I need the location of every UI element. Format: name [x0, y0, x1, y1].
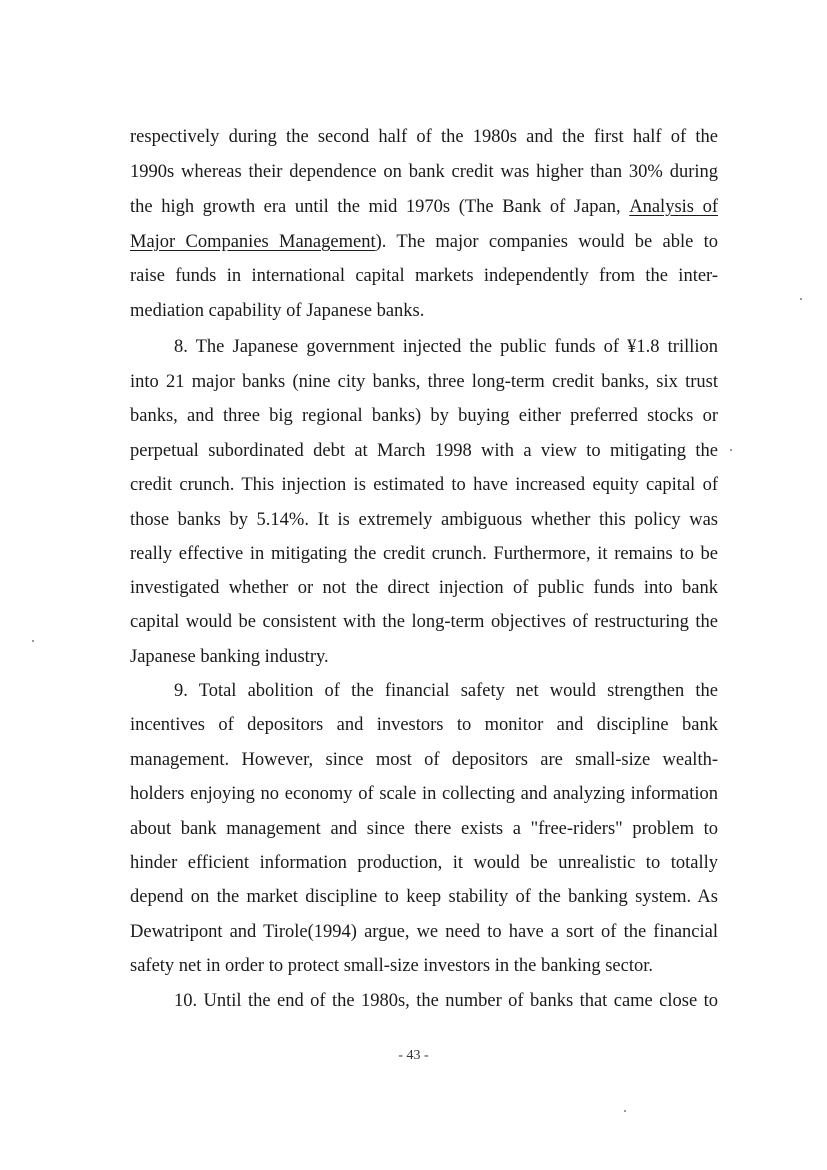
scan-speck	[32, 640, 34, 642]
paragraph-start-line: 8. The Japanese government injected the public funds of ¥1.8 trillion	[174, 337, 718, 357]
underlined-title: Major Companies Management	[130, 232, 376, 252]
text-line: really effective in mitigating the credit crunch. Furthermore, it remains to be	[130, 544, 718, 564]
page-number: - 43 -	[398, 1048, 429, 1063]
text-line: about bank management and since there exists a "free-riders" problem to	[130, 819, 718, 839]
text-line	[130, 230, 718, 254]
text-line: those banks by 5.14%. It is extremely ambiguous whether this policy was	[130, 510, 718, 530]
text-line: into 21 major banks (nine city banks, three long-term credit banks, six trust	[130, 372, 718, 392]
scan-speck	[800, 298, 802, 300]
text-segment: ). The major companies would be able to	[375, 232, 718, 252]
text-line: raise funds in international capital markets independently from the inter-	[130, 266, 718, 286]
text-line	[130, 195, 718, 219]
text-line: holders enjoying no economy of scale in collecting and analyzing information	[130, 784, 718, 804]
scan-speck	[624, 1110, 626, 1112]
text-line: Japanese banking industry.	[130, 647, 329, 667]
underlined-title: Analysis of	[629, 197, 718, 217]
text-line: hinder efficient information production, it would be unrealistic to totally	[130, 853, 718, 873]
paragraph-start-line: 10. Until the end of the 1980s, the number of banks that came close to	[174, 991, 718, 1011]
text-line: incentives of depositors and investors to monitor and discipline bank	[130, 715, 718, 735]
text-line: depend on the market discipline to keep stability of the banking system. As	[130, 887, 718, 907]
text-line: management. However, since most of depositors are small-size wealth-	[130, 750, 718, 770]
paragraph-start-line: 9. Total abolition of the financial safety net would strengthen the	[174, 681, 718, 701]
scan-speck	[730, 449, 732, 451]
text-line: safety net in order to protect small-size investors in the banking sector.	[130, 956, 653, 976]
text-line: 1990s whereas their dependence on bank credit was higher than 30% during	[130, 162, 718, 182]
text-line: investigated whether or not the direct injection of public funds into bank	[130, 578, 718, 598]
text-line: banks, and three big regional banks) by buying either preferred stocks or	[130, 406, 718, 426]
text-line: respectively during the second half of the 1980s and the first half of the	[130, 127, 718, 147]
text-line: credit crunch. This injection is estimated to have increased equity capital of	[130, 475, 718, 495]
text-line: mediation capability of Japanese banks.	[130, 301, 425, 321]
text-line: perpetual subordinated debt at March 1998 with a view to mitigating the	[130, 441, 718, 461]
text-line: capital would be consistent with the long-term objectives of restructuring the	[130, 612, 718, 632]
text-segment: the high growth era until the mid 1970s (The Bank of Japan,	[130, 197, 621, 217]
text-line: Dewatripont and Tirole(1994) argue, we need to have a sort of the financial	[130, 922, 718, 942]
